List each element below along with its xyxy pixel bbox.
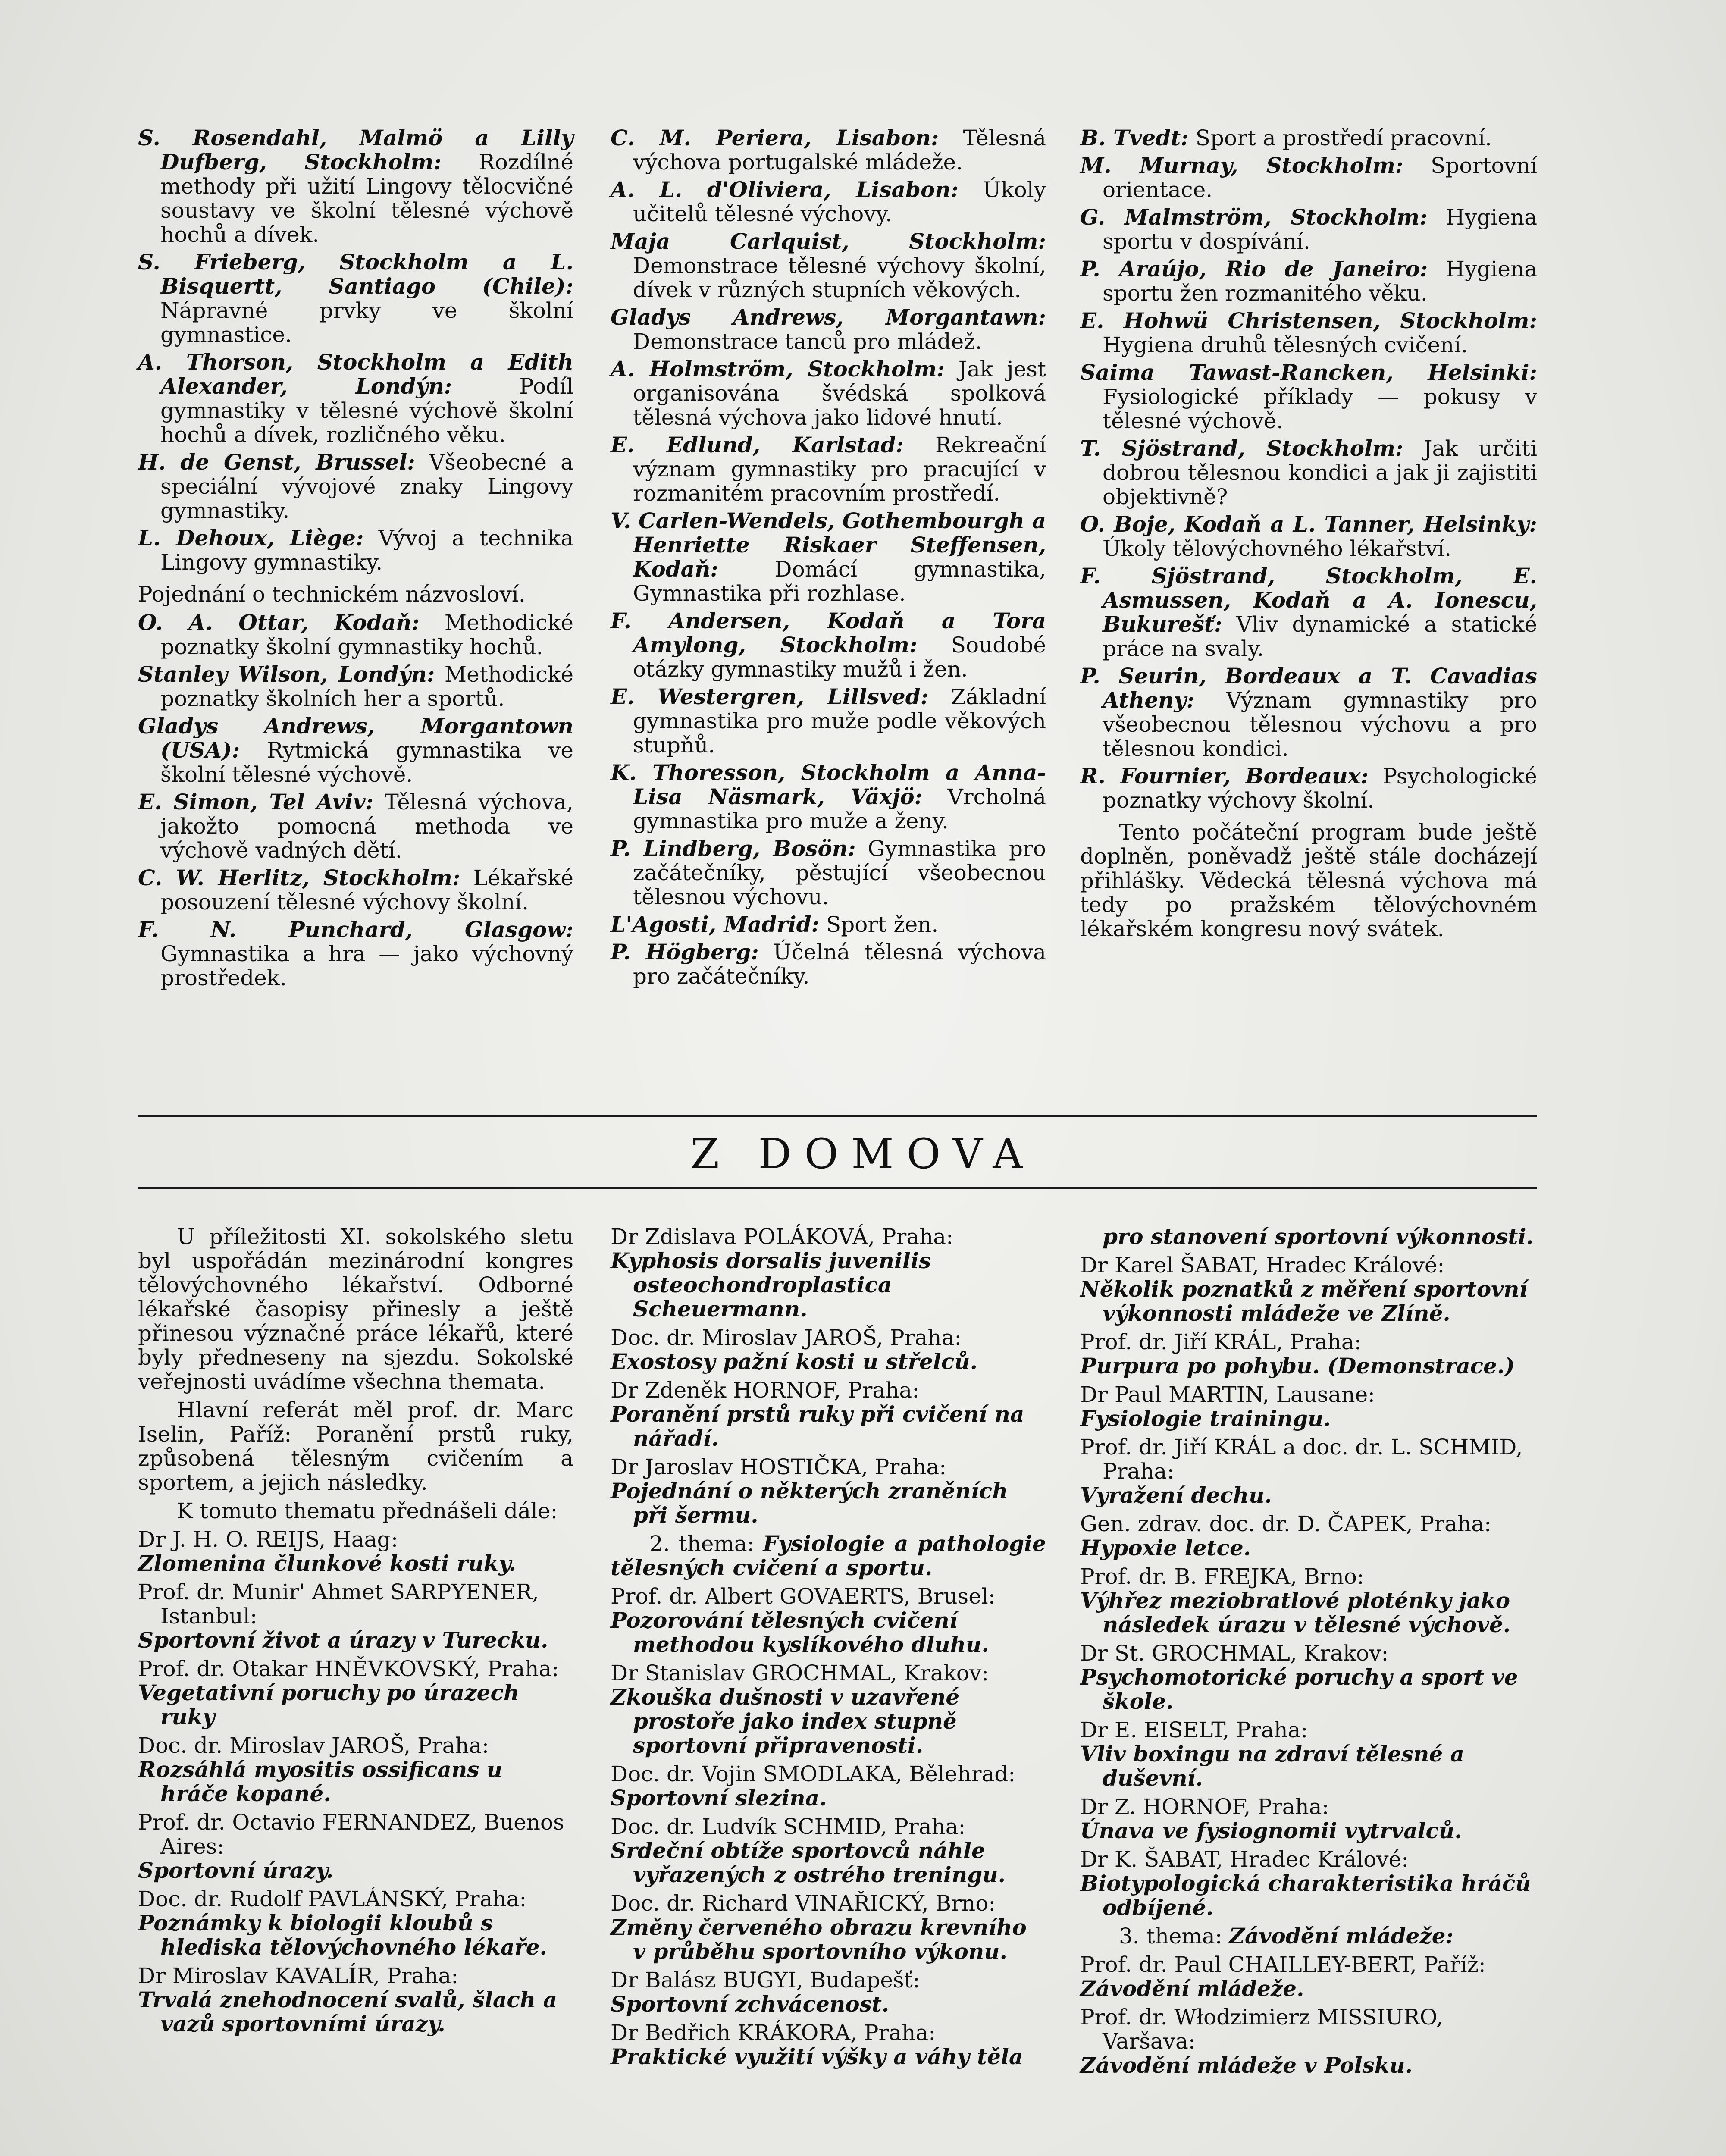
lecturer-name: Prof. dr. Paul CHAILLEY-BERT, Paříž: xyxy=(1080,1952,1486,1977)
program-entry xyxy=(611,305,1046,354)
entry-author: E. Westergren, Lillsved: xyxy=(611,684,929,709)
lecture-title: Únava ve fysiognomii vytrvalců. xyxy=(1080,1818,1462,1843)
entry-text: Vrcholná gymnastika pro muže a ženy. xyxy=(633,784,1046,834)
entry-author: C. W. Herlitz, Stockholm: xyxy=(138,865,460,890)
lecture-item xyxy=(138,1580,573,1652)
top-column-3 xyxy=(1080,126,1537,945)
lecture-item xyxy=(1080,2005,1537,2078)
lecture-title: Výhřez meziobratlové ploténky jako následek úrazu v tělesné výchově. xyxy=(1080,1588,1511,1637)
lecture-item xyxy=(1080,1435,1537,1507)
entry-author: S. Frieberg, Stockholm a L. Bisquertt, Santiago (Chile): xyxy=(138,249,573,299)
lecturer-name: Dr Karel ŠABAT, Hradec Králové: xyxy=(1080,1253,1445,1278)
entry-text: Význam gymnastiky pro všeobecnou tělesnou výchovu a pro tělesnou kondici. xyxy=(1103,688,1537,761)
bottom-column-1 xyxy=(138,1225,573,2040)
lecture-item xyxy=(611,1378,1046,1451)
lecturer-name: Prof. dr. Jiří KRÁL, Praha: xyxy=(1080,1329,1362,1354)
lecture-item xyxy=(1080,1253,1537,1326)
lecture-title: Sportovní zchvácenost. xyxy=(611,1991,890,2017)
entry-author: B. Tvedt: xyxy=(1080,125,1189,150)
entry-author: E. Hohwü Christensen, Stockholm: xyxy=(1080,308,1537,333)
lecture-title: Trvalá znehodnocení svalů, šlach a vazů sportovními úrazy. xyxy=(138,1987,557,2037)
top-column-2 xyxy=(611,126,1046,992)
entry-text: Tělesná výchova portugalské mládeže. xyxy=(633,125,1046,175)
lecturer-name: Prof. dr. Jiří KRÁL a doc. dr. L. SCHMID, Praha: xyxy=(1080,1435,1523,1484)
entry-author: G. Malmström, Stockholm: xyxy=(1080,204,1428,230)
lecturer-name: Dr St. GROCHMAL, Krakov: xyxy=(1080,1641,1389,1666)
program-entry xyxy=(1080,764,1537,812)
lecture-item xyxy=(1080,1641,1537,1714)
lecture-title: Pozorování tělesných cvičení methodou kyslíkového dluhu. xyxy=(611,1608,989,1657)
entry-text: Domácí gymnastika, Gymnastika při rozhlase. xyxy=(633,557,1046,606)
top-column-1 xyxy=(138,126,573,993)
entry-author: P. Araújo, Rio de Janeiro: xyxy=(1080,256,1428,282)
lecture-title: Rozsáhlá myositis ossificans u hráče kopané. xyxy=(138,1757,503,1806)
entry-text: Úkoly tělovýchovného lékařství. xyxy=(1103,536,1451,561)
lecture-item xyxy=(1080,1718,1537,1790)
program-entry xyxy=(138,611,573,659)
entry-author: Saima Tawast-Rancken, Helsinki: xyxy=(1080,360,1537,385)
lecture-title: Sportovní slezina. xyxy=(611,1785,827,1811)
lecturer-name: Dr Zdeněk HORNOF, Praha: xyxy=(611,1378,920,1403)
entry-text: Demonstrace tanců pro mládež. xyxy=(633,329,982,354)
lecture-item xyxy=(611,1225,1046,1321)
program-entry xyxy=(138,714,573,787)
entry-text: Rozdílné methody při užití Lingovy tělocvičné soustavy ve školní tělesné výchově hochů a dívek. xyxy=(160,150,573,247)
program-entry xyxy=(138,350,573,447)
lecturer-name: Dr Paul MARTIN, Lausane: xyxy=(1080,1382,1375,1407)
lecture-title: Praktické využití výšky a váhy těla xyxy=(611,2044,1023,2069)
lecturer-name: Gen. zdrav. doc. dr. D. ČAPEK, Praha: xyxy=(1080,1511,1491,1536)
entry-author: F. Sjöstrand, Stockholm, E. Asmussen, Kodaň a A. Ionescu, Bukurešť: xyxy=(1080,563,1537,637)
entry-author: C. M. Periera, Lisabon: xyxy=(611,125,939,150)
program-entry xyxy=(138,250,573,347)
lecturer-name: Doc. dr. Miroslav JAROŠ, Praha: xyxy=(138,1733,489,1758)
entry-author: P. Seurin, Bordeaux a T. Cavadias Atheny: xyxy=(1080,663,1537,713)
entry-text: Hygiena druhů tělesných cvičení. xyxy=(1103,332,1468,357)
lecture-item xyxy=(611,1814,1046,1887)
lecture-title: Srdeční obtíže sportovců náhle vyřazených z ostrého treningu. xyxy=(611,1838,1006,1887)
lecturer-name: Prof. dr. Munir' Ahmet SARPYENER, Istanbul: xyxy=(138,1579,539,1629)
program-entry xyxy=(1080,126,1537,150)
continuation-line: pro stanovení sportovní výkonnosti. xyxy=(1103,1224,1534,1249)
lecture-item xyxy=(611,1891,1046,1964)
lecturer-name: Prof. dr. Octavio FERNANDEZ, Buenos Aires: xyxy=(138,1810,564,1859)
entry-text: Základní gymnastika pro muže podle věkových stupňů. xyxy=(633,684,1046,758)
entry-text: Lékařské posouzení tělesné výchovy školní. xyxy=(160,865,573,915)
lecture-title: Sportovní úrazy. xyxy=(138,1858,334,1883)
lecturer-name: Dr Miroslav KAVALÍR, Praha: xyxy=(138,1963,459,1988)
entry-author: L. Dehoux, Liège: xyxy=(138,525,364,551)
program-entry xyxy=(1080,512,1537,561)
lecture-title: Závodění mládeže. xyxy=(1080,1976,1304,2001)
entry-text: Všeobecné a speciální vývojové znaky Lingovy gymnastiky. xyxy=(160,450,573,523)
lecturer-name: Doc. dr. Vojin SMODLAKA, Bělehrad: xyxy=(611,1761,1016,1786)
entry-text: Úkoly učitelů tělesné výchovy. xyxy=(633,177,1046,226)
lecturer-name: Doc. dr. Rudolf PAVLÁNSKÝ, Praha: xyxy=(138,1887,527,1912)
program-entry xyxy=(138,918,573,990)
entry-text: Gymnastika pro začátečníky, pěstující všeobecnou tělesnou výchovu. xyxy=(633,836,1046,909)
lecture-title: Několik poznatků z měření sportovní výkonnosti mládeže ve Zlíně. xyxy=(1080,1276,1528,1326)
program-entry xyxy=(1080,664,1537,761)
lecture-title: Hypoxie letce. xyxy=(1080,1535,1251,1561)
lecture-title: Kyphosis dorsalis juvenilis osteochondroplastica Scheuermann. xyxy=(611,1248,931,1322)
lecture-title: Poznámky k biologii kloubů s hlediska tělovýchovného lékaře. xyxy=(138,1910,547,1960)
lecturer-name: Prof. dr. B. FREJKA, Brno: xyxy=(1080,1564,1364,1589)
lecture-item xyxy=(1080,1795,1537,1843)
lecture-title: Psychomotorické poruchy a sport ve škole. xyxy=(1080,1664,1518,1714)
section-divider-top xyxy=(138,1115,1537,1117)
lecture-item xyxy=(1080,1564,1537,1637)
program-entry xyxy=(611,433,1046,505)
entry-text: Methodické poznatky školních her a sportů. xyxy=(160,662,573,711)
entry-author: V. Carlen-Wendels, Gothembourgh a Henriette Riskaer Steffensen, Kodaň: xyxy=(611,508,1046,582)
program-entry xyxy=(138,790,573,862)
lecture-item xyxy=(1080,1952,1537,2001)
lecture-item xyxy=(1080,1330,1537,1378)
lecture-title: Změny červeného obrazu krevního v průběhu sportovního výkonu. xyxy=(611,1915,1027,1964)
lecture-item xyxy=(611,2021,1046,2069)
program-entry xyxy=(611,912,1046,937)
program-entry xyxy=(611,940,1046,988)
entry-text: Vývoj a technika Lingovy gymnastiky. xyxy=(160,526,574,575)
lecture-item xyxy=(611,1584,1046,1657)
intro-paragraph-2: Hlavní referát měl prof. dr. Marc Iselin, Paříž: Poranění prstů ruky, způsobená tělesným cvičením a sportem, a jejich následky. xyxy=(138,1398,573,1495)
lecture-title: Vegetativní poruchy po úrazech ruky xyxy=(138,1680,520,1730)
lecturer-name: Dr Z. HORNOF, Praha: xyxy=(1080,1794,1329,1819)
theme-3-label: 3. thema: xyxy=(1119,1924,1222,1949)
entry-text: Jak určiti dobrou tělesnou kondici a jak ji zajistiti objektivně? xyxy=(1103,436,1537,509)
program-entry xyxy=(1080,154,1537,202)
entry-author: R. Fournier, Bordeaux: xyxy=(1080,763,1369,789)
lecture-title: Purpura po pohybu. (Demonstrace.) xyxy=(1080,1353,1515,1379)
lecture-title: Fysiologie trainingu. xyxy=(1080,1406,1331,1431)
lecture-item xyxy=(1080,1382,1537,1431)
program-entry xyxy=(611,837,1046,909)
entry-author: T. Sjöstrand, Stockholm: xyxy=(1080,436,1403,461)
lecturer-name: Dr Zdislava POLÁKOVÁ, Praha: xyxy=(611,1224,953,1249)
entry-text: Hygiena sportu žen rozmanitého věku. xyxy=(1103,257,1537,306)
entry-text: Tělesná výchova, jakožto pomocná methoda ve výchově vadných dětí. xyxy=(160,790,573,863)
bottom-column-3 xyxy=(1080,1225,1537,2082)
entry-text: Sport žen. xyxy=(826,912,939,937)
entry-author: S. Rosendahl, Malmö a Lilly Dufberg, Stockholm: xyxy=(138,125,573,175)
program-entry xyxy=(611,609,1046,681)
entry-author: Maja Carlquist, Stockholm: xyxy=(611,229,1046,254)
program-entry xyxy=(1080,309,1537,357)
entry-author: A. L. d'Oliviera, Lisabon: xyxy=(611,177,959,202)
lecturer-name: Prof. dr. Otakar HNĚVKOVSKÝ, Praha: xyxy=(138,1656,559,1681)
entry-author: E. Edlund, Karlstad: xyxy=(611,432,904,458)
lecturer-name: Dr Stanislav GROCHMAL, Krakov: xyxy=(611,1661,989,1686)
entry-text: Rekreační význam gymnastiky pro pracující v rozmanitém pracovním prostředí. xyxy=(633,432,1046,506)
entry-author: Gladys Andrews, Morgantown (USA): xyxy=(138,713,573,763)
lecturer-name: Dr E. EISELT, Praha: xyxy=(1080,1717,1308,1742)
theme-2-title: Fysiologie a pathologie tělesných cvičení a sportu. xyxy=(611,1531,1046,1580)
lecture-item xyxy=(611,1326,1046,1374)
lecture-item xyxy=(1080,1847,1537,1920)
lecture-title: Vliv boxingu na zdraví tělesné a duševní. xyxy=(1080,1741,1464,1791)
program-entry xyxy=(1080,436,1537,509)
program-entry xyxy=(1080,564,1537,661)
entry-text: Jak jest organisována švédská spolková tělesná výchova jako lidové hnutí. xyxy=(633,357,1046,430)
program-entry xyxy=(138,450,573,523)
lecture-title: Zkouška dušnosti v uzavřené prostoře jako index stupně sportovní připravenosti. xyxy=(611,1684,960,1758)
entry-author: A. Thorson, Stockholm a Edith Alexander, Londýn: xyxy=(138,349,573,399)
section-note: Pojednání o technickém názvosloví. xyxy=(138,582,526,607)
program-entry xyxy=(611,761,1046,833)
lecturer-name: Dr Bedřich KRÁKORA, Praha: xyxy=(611,2020,936,2045)
program-entry xyxy=(1080,205,1537,254)
entry-author: H. de Genst, Brussel: xyxy=(138,449,415,475)
entry-text: Fysiologické příklady — pokusy v tělesné výchově. xyxy=(1103,384,1537,433)
lecture-title: Poranění prstů ruky při cvičení na nářadí. xyxy=(611,1401,1024,1451)
lecture-title: Závodění mládeže v Polsku. xyxy=(1080,2053,1413,2078)
entry-author: O. A. Ottar, Kodaň: xyxy=(138,610,420,635)
intro-paragraph-1: U příležitosti XI. sokolského sletu byl uspořádán mezinárodní kongres tělovýchovného lékařství. Odborné lékařské časopisy přinesly a ještě přinesou význačné práce lékařů, které byly předneseny na sjezdu. Sokolské veřejnosti uvádíme všechna themata. xyxy=(138,1224,573,1394)
theme-2-label: 2. thema: xyxy=(649,1531,755,1556)
theme-3-heading xyxy=(1080,1924,1537,1948)
entry-text: Psychologické poznatky výchovy školní. xyxy=(1103,764,1537,813)
entry-text: Rytmická gymnastika ve školní tělesné výchově. xyxy=(160,738,573,787)
lecture-item xyxy=(611,1762,1046,1810)
entry-text: Demonstrace tělesné výchovy školní, dívek v různých stupních věkových. xyxy=(633,253,1046,302)
lecture-item xyxy=(611,1968,1046,2016)
entry-author: M. Murnay, Stockholm: xyxy=(1080,153,1403,178)
theme-3-title: Závodění mládeže: xyxy=(1229,1923,1454,1949)
section-divider-bottom xyxy=(138,1187,1537,1189)
program-entry xyxy=(138,126,573,247)
entry-author: E. Simon, Tel Aviv: xyxy=(138,789,374,815)
entry-author: P. Högberg: xyxy=(611,939,759,965)
entry-author: L'Agosti, Madrid: xyxy=(611,912,820,937)
lecture-title: Zlomenina člunkové kosti ruky. xyxy=(138,1551,517,1576)
lecture-item xyxy=(138,1733,573,1806)
lecture-item xyxy=(138,1887,573,1959)
lecture-title: Exostosy pažní kosti u střelců. xyxy=(611,1349,977,1374)
lecturer-name: Dr J. H. O. REIJS, Haag: xyxy=(138,1527,398,1552)
entry-author: A. Holmström, Stockholm: xyxy=(611,356,945,382)
closing-paragraph: Tento počáteční program bude ještě doplněn, poněvadž ještě stále docházejí přihlášky. Vědecká tělesná výchova má tedy po pražském tělovýchovném lékařském kongresu nový svátek. xyxy=(1080,820,1537,941)
entry-text: Hygiena sportu v dospívání. xyxy=(1103,205,1537,254)
program-entry xyxy=(611,685,1046,757)
entry-text: Sportovní orientace. xyxy=(1103,153,1537,202)
entry-author: P. Lindberg, Bosön: xyxy=(611,836,856,861)
entry-author: F. N. Punchard, Glasgow: xyxy=(138,917,573,942)
program-entry xyxy=(138,662,573,711)
lecturer-name: Prof. dr. Albert GOVAERTS, Brusel: xyxy=(611,1584,996,1609)
lecture-title: Pojednání o některých zraněních při šermu. xyxy=(611,1478,1008,1528)
program-entry xyxy=(611,126,1046,174)
lecture-title: Vyražení dechu. xyxy=(1080,1482,1272,1508)
lecturer-name: Doc. dr. Miroslav JAROŠ, Praha: xyxy=(611,1325,962,1350)
lecturer-name: Dr Jaroslav HOSTIČKA, Praha: xyxy=(611,1454,946,1479)
lecture-title: Biotypologická charakteristika hráčů odbíjené. xyxy=(1080,1871,1531,1920)
entry-author: O. Boje, Kodaň a L. Tanner, Helsinky: xyxy=(1080,511,1537,537)
lecture-item xyxy=(611,1661,1046,1758)
program-entry xyxy=(1080,257,1537,305)
entry-author: K. Thoresson, Stockholm a Anna-Lisa Näsmark, Växjö: xyxy=(611,760,1046,809)
program-entry xyxy=(611,509,1046,605)
lecturer-name: Dr Balász BUGYI, Budapešť: xyxy=(611,1968,920,1993)
entry-text: Sport a prostředí pracovní. xyxy=(1195,125,1492,150)
lecture-item xyxy=(138,1810,573,1883)
lecture-item xyxy=(138,1657,573,1729)
entry-author: Gladys Andrews, Morgantawn: xyxy=(611,304,1046,330)
lecturer-name: Prof. dr. Włodzimierz MISSIURO, Varšava: xyxy=(1080,2005,1443,2054)
entry-author: Stanley Wilson, Londýn: xyxy=(138,661,435,687)
intro-paragraph-3: K tomuto thematu přednášeli dále: xyxy=(177,1498,558,1523)
lecture-item xyxy=(611,1455,1046,1527)
lecture-item xyxy=(1080,1512,1537,1560)
lecture-item xyxy=(138,1527,573,1576)
entry-text: Vliv dynamické a statické práce na svaly. xyxy=(1103,612,1537,661)
program-entry xyxy=(1080,360,1537,433)
program-entry xyxy=(138,866,573,914)
theme-2-heading xyxy=(611,1532,1046,1580)
program-entry xyxy=(138,526,573,574)
entry-text: Podíl gymnastiky v tělesné výchově školní hochů a dívek, rozličného věku. xyxy=(160,374,573,447)
program-entry xyxy=(611,178,1046,226)
section-heading: Z DOMOVA xyxy=(690,1130,1036,1178)
program-entry xyxy=(611,229,1046,302)
entry-text: Účelná tělesná výchova pro začátečníky. xyxy=(633,940,1046,989)
lecturer-name: Doc. dr. Ludvík SCHMID, Praha: xyxy=(611,1814,966,1839)
lecturer-name: Dr K. ŠABAT, Hradec Králové: xyxy=(1080,1847,1409,1872)
program-entry xyxy=(611,357,1046,429)
entry-author: F. Andersen, Kodaň a Tora Amylong, Stockholm: xyxy=(611,608,1046,658)
lecturer-name: Doc. dr. Richard VINAŘICKÝ, Brno: xyxy=(611,1891,996,1916)
entry-text: Methodické poznatky školní gymnastiky hochů. xyxy=(160,610,573,659)
lecture-item xyxy=(138,1964,573,2036)
entry-text: Gymnastika a hra — jako výchovný prostředek. xyxy=(160,941,573,990)
entry-text: Soudobé otázky gymnastiky mužů i žen. xyxy=(633,633,1046,682)
lecture-title: Sportovní život a úrazy v Turecku. xyxy=(138,1627,548,1653)
bottom-column-2 xyxy=(611,1225,1046,2073)
entry-text: Nápravné prvky ve školní gymnastice. xyxy=(160,298,573,347)
